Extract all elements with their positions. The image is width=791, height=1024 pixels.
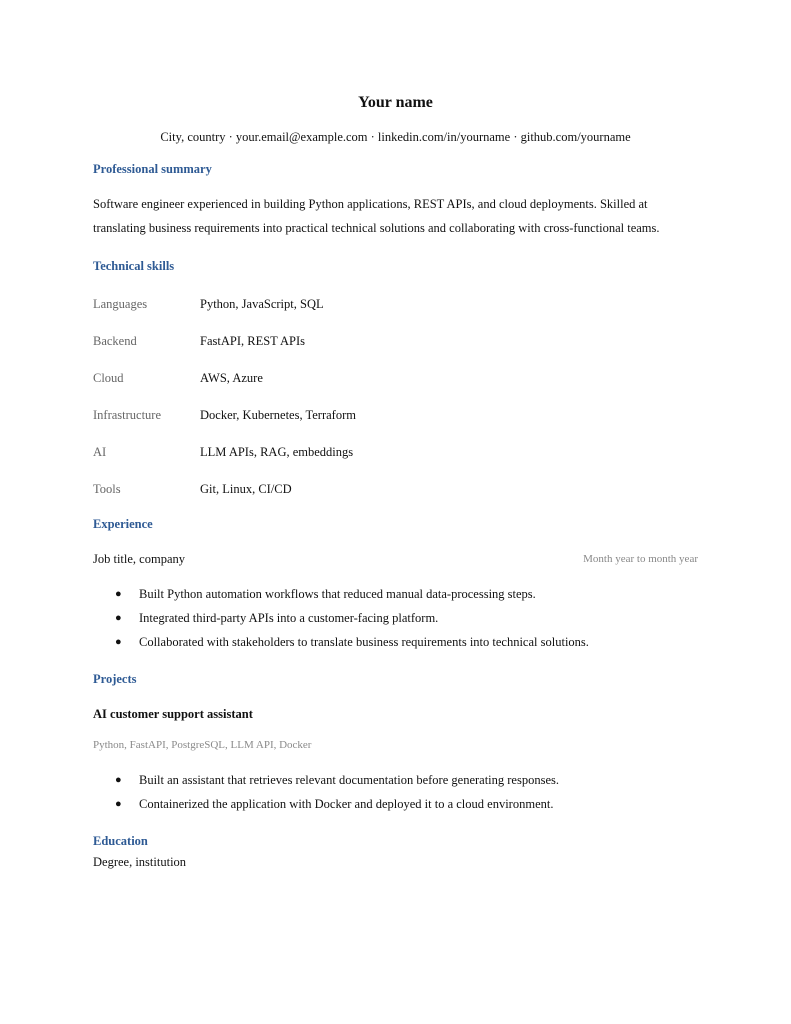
list-item: [93, 772, 698, 796]
skill-value: Git, Linux, CI/CD: [200, 482, 292, 496]
list-item: [93, 634, 698, 658]
project-bullets: [93, 772, 698, 820]
skill-value: FastAPI, REST APIs: [200, 334, 306, 348]
list-item: [93, 610, 698, 634]
skill-row: [93, 445, 698, 461]
section-title-projects: Projects: [93, 672, 137, 686]
bullet-text: Collaborated with stakeholders to translate business requirements into technical solutions.: [139, 635, 589, 649]
skill-row: [93, 482, 698, 498]
skill-value: AWS, Azure: [200, 371, 263, 385]
bullet-icon: ●: [115, 798, 122, 810]
section-title-experience: Experience: [93, 517, 153, 531]
skill-label: Cloud: [93, 371, 124, 385]
job-entry: [93, 552, 698, 567]
list-item: [93, 796, 698, 820]
summary-text: Software engineer experienced in building Python applications, REST APIs, and cloud deployments. Skilled at translating business requirements into practical technical solutions and collaborating with cross-functional teams.: [93, 197, 660, 235]
bullet-icon: ●: [115, 612, 122, 624]
resume-name: Your name: [358, 94, 433, 111]
education-entry: Degree, institution: [93, 855, 187, 869]
bullet-text: Built an assistant that retrieves relevant documentation before generating responses.: [139, 773, 560, 787]
bullet-text: Containerized the application with Docker and deployed it to a cloud environment.: [139, 797, 554, 811]
section-title-skills: Technical skills: [93, 259, 175, 273]
skill-row: [93, 371, 698, 387]
bullet-icon: ●: [115, 636, 122, 648]
experience-bullets: [93, 586, 698, 658]
bullet-icon: ●: [115, 774, 122, 786]
skill-row: [93, 334, 698, 350]
section-title-education: Education: [93, 834, 148, 848]
skill-value: LLM APIs, RAG, embeddings: [200, 445, 354, 459]
job-dates: Month year to month year: [583, 553, 698, 565]
skill-value: Python, JavaScript, SQL: [200, 297, 324, 311]
skill-label: Backend: [93, 334, 137, 348]
section-title-summary: Professional summary: [93, 162, 212, 176]
list-item: [93, 586, 698, 610]
contact-line: City, country · your.email@example.com · linkedin.com/in/yourname · github.com/yourname: [160, 130, 631, 144]
skill-row: [93, 297, 698, 313]
project-tech-stack: Python, FastAPI, PostgreSQL, LLM API, Docker: [93, 739, 312, 751]
skill-label: Languages: [93, 297, 148, 311]
project-name: AI customer support assistant: [93, 707, 253, 721]
skill-label: Tools: [93, 482, 121, 496]
job-title-company: Job title, company: [93, 552, 185, 566]
skill-value: Docker, Kubernetes, Terraform: [200, 408, 356, 422]
skill-label: AI: [93, 445, 107, 459]
skill-row: [93, 408, 698, 424]
bullet-text: Integrated third-party APIs into a customer-facing platform.: [139, 611, 439, 625]
skill-label: Infrastructure: [93, 408, 162, 422]
bullet-icon: ●: [115, 588, 122, 600]
bullet-text: Built Python automation workflows that reduced manual data-processing steps.: [139, 587, 536, 601]
